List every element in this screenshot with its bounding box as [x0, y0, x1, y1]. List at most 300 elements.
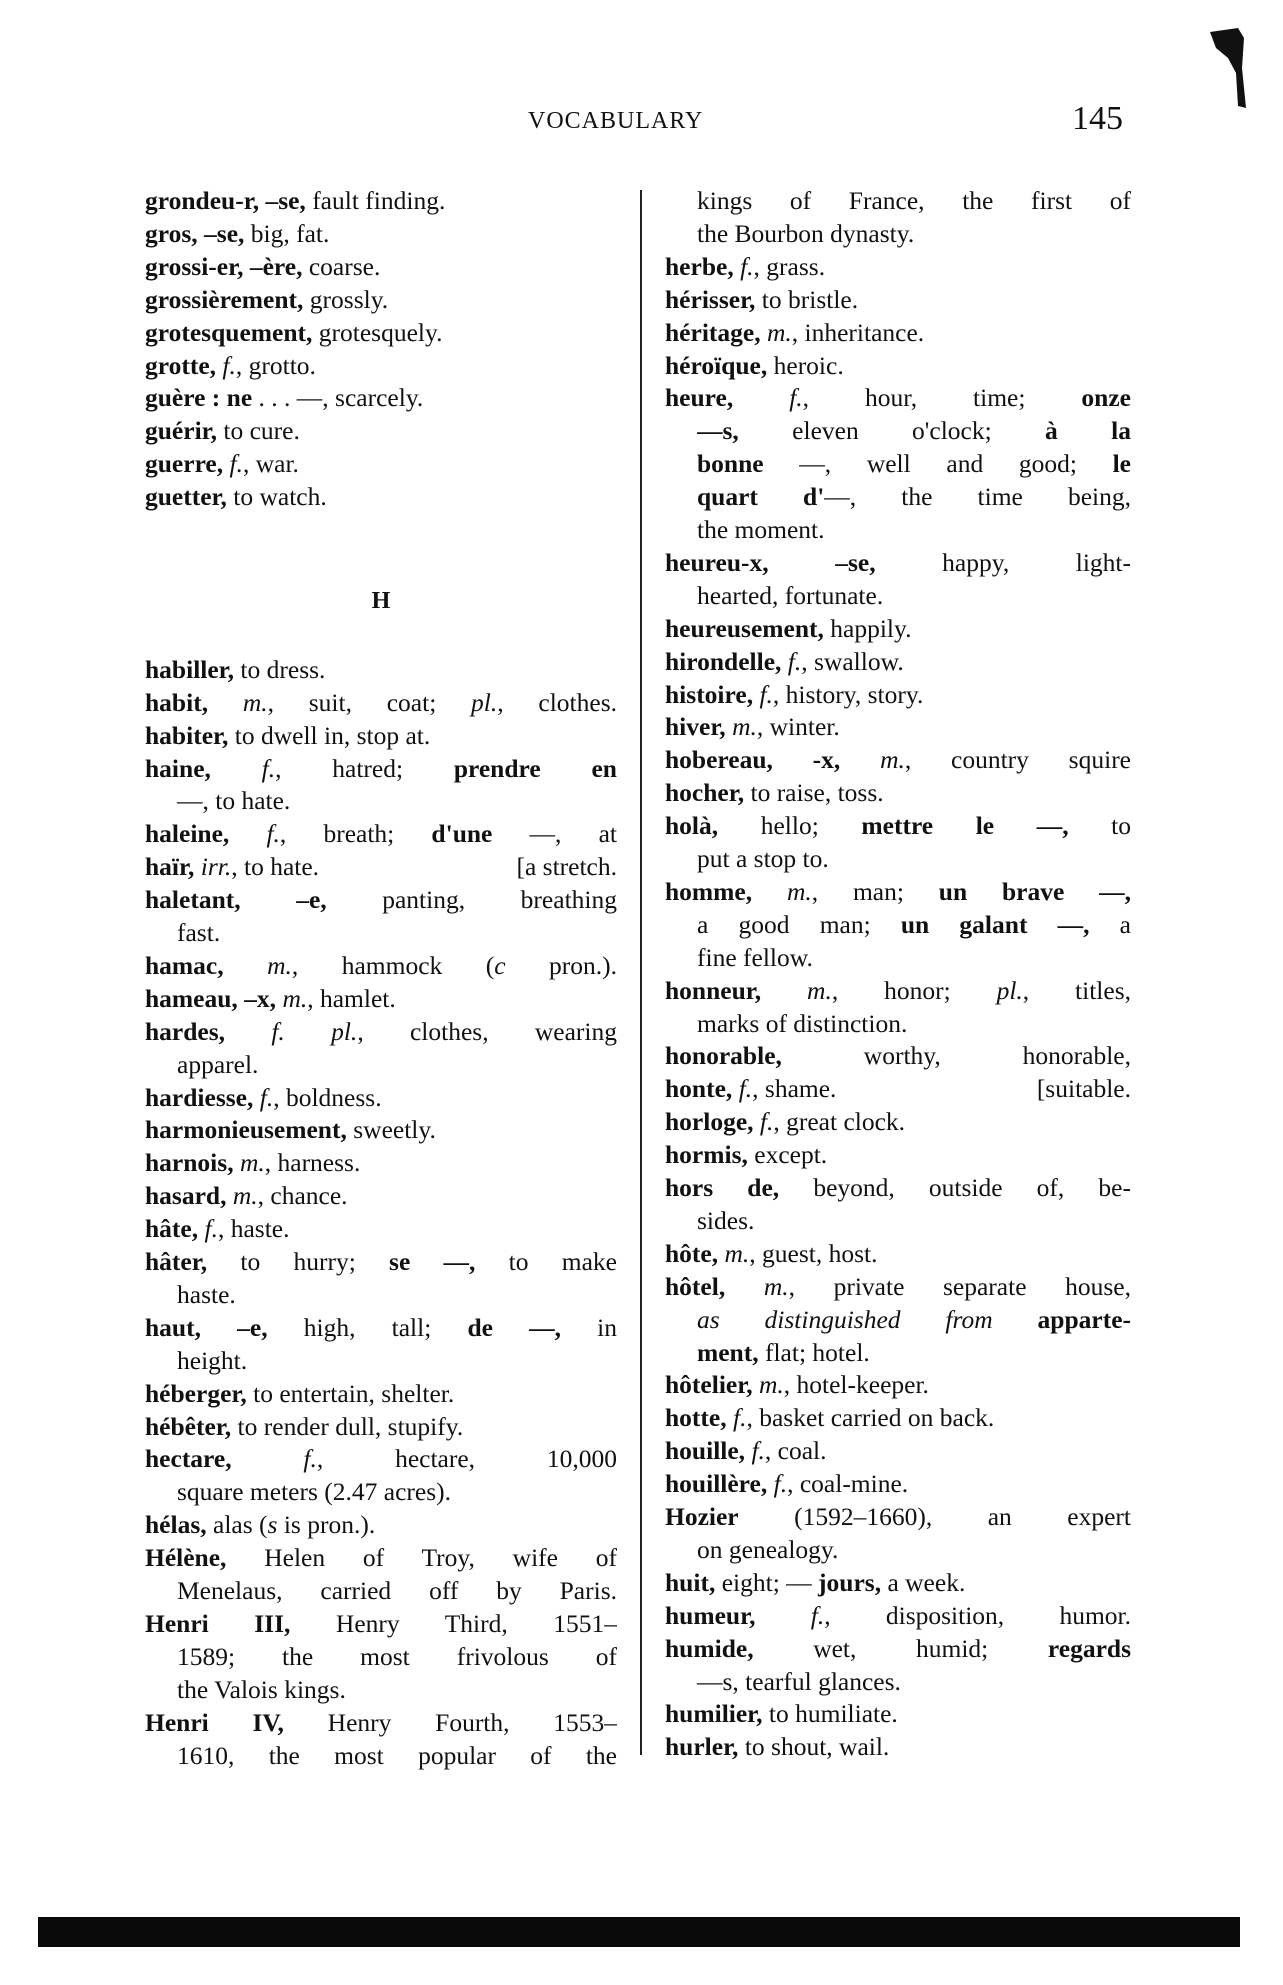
headword: heureusement, [665, 613, 824, 643]
headword: honneur, [665, 975, 762, 1005]
definition-text: , suit, coat; [267, 687, 472, 717]
definition-text: [suitable. [1036, 1074, 1131, 1104]
vocabulary-entry-line [145, 316, 617, 349]
headword: holà, [665, 811, 719, 841]
definition-text: , boldness. [273, 1082, 382, 1112]
definition-text: , hamlet. [307, 983, 396, 1013]
vocabulary-entry-line [665, 645, 1131, 678]
entry-continuation-line [177, 1640, 617, 1673]
definition-text: , coal. [764, 1436, 827, 1466]
definition-text: the moment. [697, 515, 825, 544]
definition-text: , grass. [753, 251, 826, 281]
vocabulary-entry-line [145, 250, 617, 283]
headword: hirondelle, [665, 646, 782, 676]
vocabulary-entry-line [665, 1368, 1131, 1401]
vocabulary-entry-line [665, 1599, 1131, 1632]
running-title: VOCABULARY [528, 108, 704, 134]
headword: houillère, [665, 1469, 768, 1499]
headword: d'une [431, 819, 493, 849]
definition-text: to dress. [234, 654, 326, 684]
definition-text: , war. [242, 449, 299, 479]
grammar-abbrev: f. [210, 753, 276, 783]
definition-text: grotesquely. [312, 317, 443, 347]
grammar-abbrev: f. [733, 251, 754, 281]
section-letter-heading [145, 585, 617, 618]
vocabulary-entry-line [145, 1015, 617, 1048]
grammar-abbrev: f. [767, 1469, 788, 1499]
grammar-abbrev: as distinguished from [697, 1304, 1038, 1334]
headword: heureu-x, –se, [665, 547, 876, 577]
definition-text: , shame. [752, 1074, 837, 1104]
headword: gros, –se, [145, 218, 245, 248]
definition-text: , history, story. [772, 679, 924, 709]
definition-text: —, at [492, 819, 617, 849]
entry-continuation-line [697, 447, 1131, 480]
entry-continuation-line [177, 784, 617, 817]
definition-text: alas ( [206, 1510, 268, 1540]
headword: habit, [145, 687, 209, 717]
headword: bonne [697, 449, 764, 479]
vocabulary-entry-line [145, 1377, 617, 1410]
definition-text: 1589; the most frivolous of [177, 1641, 617, 1671]
definition-text: , hatred; [275, 753, 454, 783]
definition-text: , hour, time; [802, 383, 1082, 413]
grammar-abbrev: m. [276, 983, 308, 1013]
headword: héberger, [145, 1378, 247, 1408]
vocabulary-entry-line [145, 1508, 617, 1541]
entry-continuation-line [697, 217, 1131, 250]
definition-text: Henry Third, 1551– [290, 1608, 617, 1638]
definition-text: , inheritance. [791, 317, 925, 347]
definition-text: hello; [718, 811, 862, 841]
definition-text: Menelaus, carried off by Paris. [177, 1576, 617, 1606]
headword: Henri IV, [145, 1707, 284, 1737]
grammar-abbrev: pl. [471, 687, 498, 717]
headword: hamac, [145, 950, 224, 980]
headword: hôtel, [665, 1271, 726, 1301]
vocabulary-entry-line [145, 447, 617, 480]
definition-text: , private separate house, [788, 1271, 1131, 1301]
definition-text: , country squire [904, 745, 1131, 775]
definition-text: kings of France, the first of [697, 186, 1131, 215]
headword: Hélène, [145, 1543, 227, 1573]
definition-text: except. [747, 1140, 828, 1170]
headword: haut, –e, [145, 1312, 268, 1342]
entry-continuation-line [177, 1574, 617, 1607]
definition-text: apparel. [177, 1049, 259, 1079]
vocabulary-entry-line [145, 949, 617, 982]
headword: un galant —, [900, 909, 1090, 939]
definition-text: beyond, outside of, be- [779, 1173, 1131, 1202]
headword: H [371, 588, 391, 615]
headword: guerre, [145, 449, 224, 479]
definition-text: , basket carried on back. [746, 1403, 995, 1433]
definition-text: put a stop to. [697, 844, 829, 873]
definition-text: [a stretch. [516, 852, 617, 882]
page-number: 145 [1072, 100, 1123, 137]
vocabulary-entry-line [665, 250, 1131, 283]
headword: de —, [467, 1312, 561, 1342]
definition-text: , man; [811, 876, 939, 906]
headword: le [1112, 449, 1131, 479]
definition-text: to watch. [226, 482, 327, 512]
definition-text: —, to hate. [177, 786, 291, 816]
vocabulary-entry-line [665, 1270, 1131, 1303]
vocabulary-entry-line [145, 1212, 617, 1245]
vocabulary-entry-line [145, 283, 617, 316]
vocabulary-entry-line [145, 719, 617, 752]
vocabulary-entry-line [665, 283, 1131, 316]
vocabulary-entry-line [665, 1401, 1131, 1434]
definition-text: height. [177, 1345, 248, 1375]
vocabulary-entry-line [145, 1607, 617, 1640]
definition-text: , harness. [264, 1148, 361, 1178]
vocabulary-entry-line [665, 1467, 1131, 1500]
headword: héroïque, [665, 350, 768, 380]
vocabulary-entry-line [665, 1138, 1131, 1171]
definition-text: , clothes. [497, 687, 617, 717]
vocabulary-entry-line [145, 982, 617, 1015]
vocabulary-entry-line [145, 752, 617, 785]
headword: mettre le —, [861, 811, 1069, 841]
headword: hurler, [665, 1732, 739, 1762]
entry-continuation-line [697, 1533, 1131, 1566]
definition-text: to cure. [217, 416, 300, 446]
headword: herbe, [665, 251, 734, 281]
headword: grotesquement, [145, 317, 313, 347]
grammar-abbrev: f. [733, 383, 803, 413]
grammar-abbrev: m. [752, 876, 812, 906]
entry-continuation-line [697, 1665, 1131, 1698]
grammar-abbrev: f. pl. [225, 1016, 358, 1046]
vocabulary-entry-line [665, 1171, 1131, 1204]
definition-text: , disposition, humor. [824, 1600, 1131, 1630]
definition-text: the Bourbon dynasty. [697, 218, 915, 248]
definition-text: , titles, [1022, 975, 1131, 1005]
page-edge-bar [38, 1917, 1240, 1947]
headword: haleine, [145, 819, 230, 849]
headword: humeur, [665, 1600, 756, 1630]
definition-text: , hotel-keeper. [783, 1370, 929, 1400]
headword: hérisser, [665, 284, 756, 314]
headword: haine, [145, 753, 211, 783]
definition-text: , breath; [279, 819, 432, 849]
definition-text: pron.). [505, 950, 617, 980]
vocabulary-entry-line [665, 809, 1131, 842]
definition-text: the Valois kings. [177, 1674, 346, 1704]
vocabulary-entry-line [665, 612, 1131, 645]
vocabulary-entry-line [665, 743, 1131, 776]
grammar-abbrev: f. [732, 1074, 753, 1104]
definition-text: worthy, honorable, [781, 1041, 1131, 1071]
grammar-abbrev: f. [726, 1403, 747, 1433]
entry-continuation-line [697, 414, 1131, 447]
headword: hélas, [145, 1510, 207, 1540]
headword: Henri III, [145, 1608, 291, 1638]
grammar-abbrev: m. [725, 1271, 789, 1301]
vocabulary-entry-line [665, 546, 1131, 579]
grammar-abbrev: f. [216, 350, 236, 380]
definition-text: , clothes, wearing [357, 1016, 617, 1046]
grammar-abbrev: f. [745, 1436, 765, 1466]
grammar-abbrev: m. [760, 317, 792, 347]
grammar-abbrev: f. [229, 819, 280, 849]
headword: hotte, [665, 1403, 727, 1433]
vocabulary-entry-line [145, 414, 617, 447]
entry-continuation-line [177, 1475, 617, 1508]
grammar-abbrev: f. [198, 1214, 218, 1244]
headword: hôte, [665, 1238, 719, 1268]
vocabulary-entry-line [145, 653, 617, 686]
vocabulary-entry-line [665, 349, 1131, 382]
vocabulary-entry-line [665, 381, 1131, 414]
entry-continuation-line [697, 579, 1131, 612]
headword: Hozier [665, 1502, 739, 1531]
vocabulary-entry-line [145, 1706, 617, 1739]
vocabulary-entry-line [145, 883, 617, 916]
grammar-abbrev: irr. [194, 852, 232, 882]
entry-continuation-line [697, 1007, 1131, 1040]
grammar-abbrev: s [267, 1510, 278, 1540]
vocabulary-entry-line [665, 1237, 1131, 1270]
vocabulary-entry-line [145, 1113, 617, 1146]
headword: onze [1081, 383, 1131, 413]
headword: hiver, [665, 712, 726, 742]
entry-continuation-line [697, 1303, 1131, 1336]
headword: heure, [665, 383, 734, 413]
definition-text: big, fat. [244, 218, 330, 248]
vocabulary-entry-line [665, 1105, 1131, 1138]
entry-continuation-line [697, 184, 1131, 217]
definition-text: , chance. [257, 1181, 348, 1211]
vocabulary-entry-line [665, 875, 1131, 908]
headword: —s, [697, 416, 739, 446]
grammar-abbrev: m. [761, 975, 832, 1005]
definition-text: a week. [881, 1567, 966, 1597]
grammar-abbrev: f. [755, 1600, 825, 1630]
headword: guérir, [145, 416, 218, 446]
vocabulary-entry-line [145, 1442, 617, 1475]
headword: houille, [665, 1436, 746, 1466]
entry-continuation-line [697, 908, 1131, 941]
vocabulary-entry-line [665, 776, 1131, 809]
definition-text: , swallow. [801, 646, 904, 676]
definition-text: heroic. [767, 350, 844, 380]
headword: hormis, [665, 1140, 748, 1170]
vocabulary-entry-line [145, 381, 617, 414]
vocabulary-entry-line [145, 1541, 617, 1574]
vocabulary-entry-line [145, 817, 617, 850]
definition-text: sides. [697, 1205, 755, 1235]
definition-text: grossly. [303, 284, 389, 314]
ink-blot-mark [1208, 28, 1248, 108]
entry-continuation-line [697, 1204, 1131, 1237]
definition-text: 1610, the most popular of the [177, 1740, 617, 1770]
grammar-abbrev: f. [223, 449, 243, 479]
headword: prendre en [453, 753, 617, 783]
column-divider [640, 190, 642, 1755]
definition-text: sweetly. [346, 1115, 436, 1145]
grammar-abbrev: f. [753, 1107, 774, 1137]
definition-text: a [1089, 909, 1131, 939]
definition-text: , coal-mine. [787, 1469, 909, 1499]
vocabulary-entry-line [145, 1311, 617, 1344]
headword: harnois, [145, 1148, 234, 1178]
headword: héritage, [665, 317, 761, 347]
headword: guère : ne [145, 383, 253, 413]
definition-text: to entertain, shelter. [246, 1378, 455, 1408]
headword: un brave —, [938, 876, 1131, 906]
definition-text: to [1068, 811, 1131, 841]
definition-text: to bristle. [755, 284, 859, 314]
definition-text: is pron.). [277, 1510, 376, 1540]
entry-continuation-line [177, 1673, 617, 1706]
headword: regards [1047, 1633, 1131, 1663]
headword: hameau, –x, [145, 983, 277, 1013]
vocabulary-entry-line [665, 1730, 1131, 1763]
vocabulary-entry-line [665, 316, 1131, 349]
definition-text: , winter. [756, 712, 840, 742]
definition-text: fast. [177, 918, 221, 948]
entry-continuation-line [697, 842, 1131, 875]
definition-text: a good man; [697, 909, 901, 939]
grammar-abbrev: m. [208, 687, 268, 717]
definition-text: (1592–1660), an expert [738, 1502, 1131, 1531]
definition-text: , haste. [217, 1214, 290, 1244]
vocabulary-entry-line [665, 1697, 1131, 1730]
grammar-abbrev: m. [233, 1148, 265, 1178]
headword: guetter, [145, 482, 227, 512]
definition-text: eleven o'clock; [738, 416, 1046, 446]
entry-continuation-line [177, 1344, 617, 1377]
definition-text: square meters (2.47 acres). [177, 1477, 452, 1507]
grammar-abbrev: f. [231, 1444, 317, 1474]
definition-text: . . . —, scarcely. [252, 383, 424, 413]
vocabulary-entry-line [145, 1410, 617, 1443]
definition-text: , hammock ( [291, 950, 495, 980]
definition-text: to humiliate. [762, 1699, 898, 1729]
headword: hébêter, [145, 1411, 232, 1441]
headword: hâte, [145, 1214, 199, 1244]
grammar-abbrev: f. [753, 679, 773, 709]
headword: hectare, [145, 1444, 232, 1474]
headword: harmonieusement, [145, 1115, 347, 1145]
definition-text: —s, tearful glances. [697, 1666, 901, 1696]
vocabulary-entry-line [145, 1081, 617, 1114]
definition-text: fine fellow. [697, 942, 813, 972]
grammar-abbrev: m. [752, 1370, 784, 1400]
definition-text: high, tall; [267, 1312, 468, 1342]
definition-text: coarse. [302, 251, 381, 281]
grammar-abbrev: m. [718, 1238, 750, 1268]
headword: humilier, [665, 1699, 763, 1729]
headword: se —, [389, 1247, 476, 1277]
definition-text: fault finding. [305, 186, 446, 215]
entry-continuation-line [697, 513, 1131, 546]
definition-text: to raise, toss. [744, 778, 884, 808]
headword: quart d' [697, 482, 825, 512]
grammar-abbrev: c [494, 950, 506, 980]
definition-text: , great clock. [773, 1107, 906, 1137]
vocabulary-entry-line [665, 1632, 1131, 1665]
headword: humide, [665, 1633, 754, 1663]
headword: hôtelier, [665, 1370, 753, 1400]
definition-text: —, well and good; [763, 449, 1113, 479]
vocabulary-entry-line [145, 184, 617, 217]
vocabulary-entry-line [145, 1245, 617, 1278]
grammar-abbrev: m. [725, 712, 757, 742]
headword: hasard, [145, 1181, 227, 1211]
headword: grossi-er, –ère, [145, 251, 303, 281]
definition-text: wet, humid; [753, 1633, 1048, 1663]
definition-text: haste. [177, 1279, 236, 1309]
grammar-abbrev: m. [223, 950, 292, 980]
headword: hardiesse, [145, 1082, 254, 1112]
vocabulary-entry-line [665, 678, 1131, 711]
headword: grossièrement, [145, 284, 304, 314]
headword: ment, [697, 1337, 759, 1367]
vocabulary-entry-line [665, 1434, 1131, 1467]
grammar-abbrev: f. [781, 646, 802, 676]
headword: hobereau, -x, [665, 745, 841, 775]
entry-continuation-line [697, 941, 1131, 974]
headword: homme, [665, 876, 753, 906]
definition-text: happy, light- [875, 547, 1131, 577]
vocabulary-entry-line [665, 710, 1131, 743]
definition-text: hearted, fortunate. [697, 580, 884, 610]
vocabulary-entry-line [145, 1179, 617, 1212]
definition-text: panting, breathing [326, 885, 617, 915]
vocabulary-entry-line [145, 850, 617, 883]
vocabulary-entry-line [665, 1566, 1131, 1599]
entry-continuation-line [177, 1048, 617, 1081]
vocabulary-entry-line [665, 974, 1131, 1007]
vocabulary-entry-line [145, 480, 617, 513]
grammar-abbrev: pl. [996, 975, 1023, 1005]
headword: honte, [665, 1074, 733, 1104]
definition-text: eight; — [715, 1567, 819, 1597]
definition-text: , hectare, 10,000 [316, 1444, 617, 1474]
definition-text: in [561, 1312, 617, 1342]
headword: hors de, [665, 1173, 780, 1202]
definition-text: to render dull, stupify. [231, 1411, 464, 1441]
definition-text: Helen of Troy, wife of [226, 1543, 617, 1573]
headword: hocher, [665, 778, 745, 808]
definition-text: —, the time being, [824, 482, 1131, 512]
headword: habiter, [145, 720, 229, 750]
headword: horloge, [665, 1107, 754, 1137]
entry-continuation-line [177, 1278, 617, 1311]
definition-text: to shout, wail. [738, 1732, 890, 1762]
headword: haïr, [145, 852, 195, 882]
definition-text: , grotto. [235, 350, 316, 380]
definition-text: marks of distinction. [697, 1008, 908, 1038]
headword: à la [1045, 416, 1131, 446]
entry-continuation-line [697, 1336, 1131, 1369]
headword: hardes, [145, 1016, 226, 1046]
definition-text: to hurry; [207, 1247, 390, 1277]
headword: haletant, –e, [145, 885, 327, 915]
headword: hâter, [145, 1247, 208, 1277]
vocabulary-entry-line [665, 1500, 1131, 1533]
headword: grotte, [145, 350, 217, 380]
grammar-abbrev: m. [226, 1181, 258, 1211]
vocabulary-entry-line [145, 349, 617, 382]
headword: jours, [818, 1567, 882, 1597]
headword: honorable, [665, 1041, 782, 1071]
entry-continuation-line [177, 1739, 617, 1772]
entry-continuation-line [177, 916, 617, 949]
